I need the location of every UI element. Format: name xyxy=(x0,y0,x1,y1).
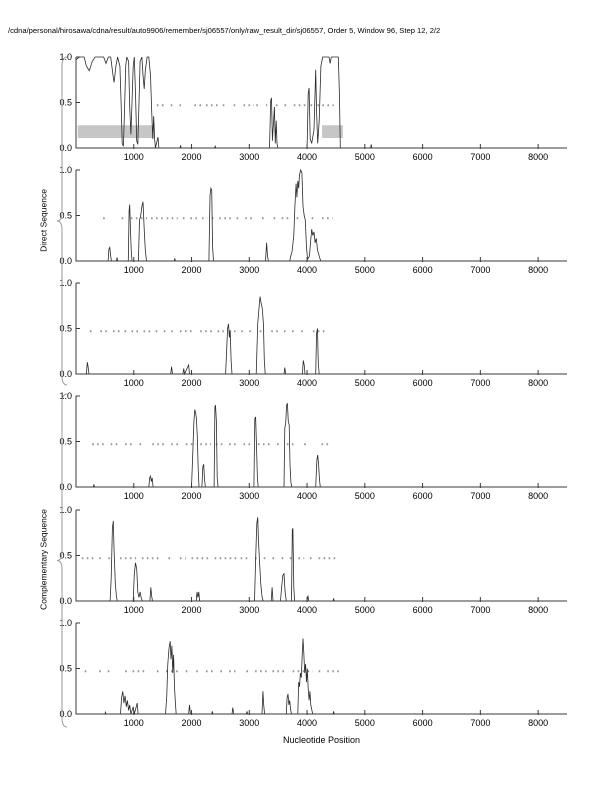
x-tick-label: 5000 xyxy=(354,265,375,275)
x-tick-label: 2000 xyxy=(181,265,202,275)
y-tick-label: 0.5 xyxy=(59,323,72,334)
y-tick-label: 0.5 xyxy=(59,550,72,561)
x-tick-label: 8000 xyxy=(528,265,549,275)
subplot-complementary-frame-3 xyxy=(59,618,567,728)
axes-lines xyxy=(76,396,567,487)
x-tick-label: 6000 xyxy=(412,718,433,728)
axes-lines xyxy=(76,283,567,374)
x-tick-label: 2000 xyxy=(181,491,202,501)
result-path-title: /cdna/personal/hirosawa/cdna/result/auto9906/remember/sj06557/only/raw_result_dir/sj06557, Order 5, Window 96, Step 12, 2/2 xyxy=(8,26,441,35)
y-tick-label: 1.0 xyxy=(59,618,72,628)
x-tick-label: 1000 xyxy=(123,265,144,275)
x-tick-label: 5000 xyxy=(354,605,375,615)
x-tick-label: 1000 xyxy=(123,605,144,615)
x-tick-label: 4000 xyxy=(297,491,318,501)
x-tick-label: 3000 xyxy=(239,265,260,275)
x-tick-label: 5000 xyxy=(354,378,375,388)
x-tick-label: 4000 xyxy=(297,605,318,615)
x-tick-label: 2000 xyxy=(181,152,202,162)
subplot-complementary-frame-1 xyxy=(59,391,567,501)
x-tick-label: 6000 xyxy=(412,265,433,275)
x-tick-label: 2000 xyxy=(181,378,202,388)
subplot-complementary-frame-2 xyxy=(59,505,567,615)
x-tick-label: 8000 xyxy=(528,718,549,728)
direct-sequence-group-label: Direct Sequence xyxy=(38,189,49,252)
x-tick-label: 6000 xyxy=(412,152,433,162)
x-tick-label: 4000 xyxy=(297,152,318,162)
x-tick-label: 7000 xyxy=(470,718,491,728)
x-tick-label: 4000 xyxy=(297,378,318,388)
y-tick-label: 1.0 xyxy=(59,391,72,401)
x-tick-label: 5000 xyxy=(354,491,375,501)
x-tick-label: 2000 xyxy=(181,718,202,728)
x-tick-label: 3000 xyxy=(239,605,260,615)
y-tick-label: 1.0 xyxy=(59,165,72,175)
subplot-direct-frame-1 xyxy=(59,52,567,162)
x-tick-label: 1000 xyxy=(123,152,144,162)
axes-lines xyxy=(76,170,567,261)
axes-lines xyxy=(76,623,567,714)
x-tick-label: 7000 xyxy=(470,491,491,501)
x-tick-label: 1000 xyxy=(123,718,144,728)
x-tick-label: 8000 xyxy=(528,378,549,388)
x-tick-label: 6000 xyxy=(412,491,433,501)
y-tick-label: 1.0 xyxy=(59,278,72,288)
x-tick-label: 3000 xyxy=(239,152,260,162)
probability-trace xyxy=(76,517,567,601)
x-tick-label: 5000 xyxy=(354,718,375,728)
x-tick-label: 2000 xyxy=(181,605,202,615)
y-tick-label: 0.5 xyxy=(59,663,72,674)
x-tick-label: 1000 xyxy=(123,378,144,388)
region-bar xyxy=(78,125,155,138)
x-tick-label: 7000 xyxy=(470,378,491,388)
x-tick-label: 7000 xyxy=(470,152,491,162)
x-tick-label: 5000 xyxy=(354,152,375,162)
complementary-sequence-group-label: Complementary Sequence xyxy=(38,509,49,610)
x-tick-label: 3000 xyxy=(239,718,260,728)
y-tick-label: 1.0 xyxy=(59,52,72,62)
y-tick-label: 0.0 xyxy=(59,369,72,379)
subplot-direct-frame-2 xyxy=(59,165,567,275)
x-tick-label: 3000 xyxy=(239,491,260,501)
probability-trace xyxy=(76,170,567,261)
x-tick-label: 3000 xyxy=(239,378,260,388)
x-tick-label: 7000 xyxy=(470,605,491,615)
x-tick-label: 4000 xyxy=(297,265,318,275)
y-tick-label: 0.0 xyxy=(59,256,72,266)
y-tick-label: 1.0 xyxy=(59,505,72,515)
x-axis-title: Nucleotide Position xyxy=(282,735,361,745)
y-tick-label: 0.0 xyxy=(59,596,72,606)
y-tick-label: 0.5 xyxy=(59,97,72,108)
y-tick-label: 0.0 xyxy=(59,709,72,719)
x-tick-label: 1000 xyxy=(123,491,144,501)
x-tick-label: 7000 xyxy=(470,265,491,275)
y-tick-label: 0.0 xyxy=(59,143,72,153)
y-tick-label: 0.5 xyxy=(59,436,72,447)
y-tick-label: 0.0 xyxy=(59,482,72,492)
x-tick-label: 8000 xyxy=(528,605,549,615)
y-tick-label: 0.5 xyxy=(59,210,72,221)
x-tick-label: 8000 xyxy=(528,152,549,162)
x-tick-label: 6000 xyxy=(412,378,433,388)
probability-trace xyxy=(76,639,567,715)
subplot-direct-frame-3 xyxy=(59,278,567,388)
x-tick-label: 4000 xyxy=(297,718,318,728)
axes-lines xyxy=(76,510,567,601)
probability-trace xyxy=(76,297,567,374)
x-tick-label: 8000 xyxy=(528,491,549,501)
x-tick-label: 6000 xyxy=(412,605,433,615)
